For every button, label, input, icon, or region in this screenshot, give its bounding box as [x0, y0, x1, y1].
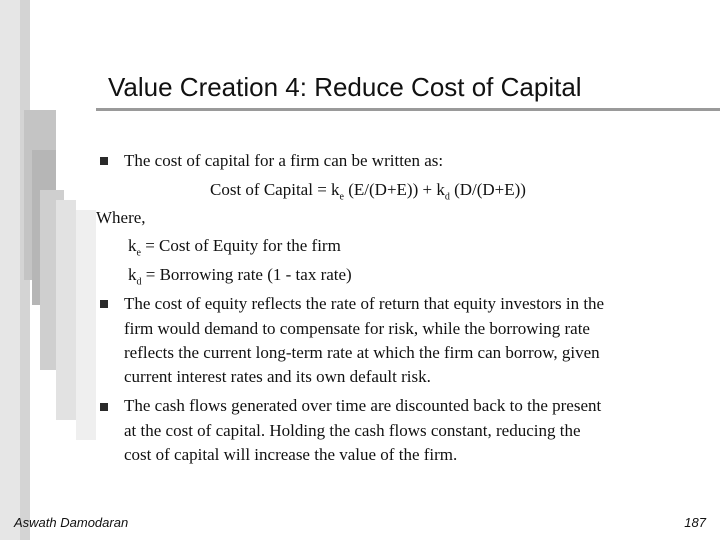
bullet-2-line-2: firm would demand to compensate for risk, while the borrowing rate — [124, 319, 590, 338]
formula-sub-d: d — [444, 191, 450, 203]
definition-ke — [128, 234, 341, 258]
ke-subscript: e — [136, 247, 141, 259]
bullet-1-text: The cost of capital for a firm can be written as: — [124, 151, 444, 170]
formula-prefix: Cost of Capital = k — [210, 180, 340, 199]
formula-mid: (E/(D+E)) + k — [343, 180, 445, 199]
bullet-marker-3 — [100, 403, 108, 411]
bullet-2-line-4: current interest rates and its own default risk. — [124, 367, 431, 386]
decor-bar-6 — [76, 210, 96, 440]
bullet-marker-2 — [100, 300, 108, 308]
ke-symbol: k — [128, 236, 137, 255]
bullet-3-line-2: at the cost of capital. Holding the cash flows constant, reducing the — [124, 421, 581, 440]
decor-bar-outer — [0, 0, 22, 540]
bullet-3-line-1: The cash flows generated over time are discounted back to the present — [124, 396, 602, 415]
kd-definition-text: = Borrowing rate (1 - tax rate) — [141, 265, 352, 284]
definition-kd — [128, 263, 352, 287]
bullet-2-line-3: reflects the current long-term rate at which the firm can borrow, given — [124, 343, 600, 362]
kd-subscript: d — [136, 276, 142, 288]
ke-definition-text: = Cost of Equity for the firm — [140, 236, 341, 255]
kd-symbol: k — [128, 265, 137, 284]
title-rule — [96, 108, 720, 111]
formula-sub-e: e — [339, 191, 344, 203]
bullet-2-line-1: The cost of equity reflects the rate of return that equity investors in the — [124, 294, 605, 313]
bullet-marker-1 — [100, 157, 108, 165]
page-number: 187 — [684, 515, 706, 530]
formula-line — [210, 178, 526, 202]
bullet-3-line-3: cost of capital will increase the value of the firm. — [124, 445, 458, 464]
slide-title: Value Creation 4: Reduce Cost of Capital — [108, 72, 582, 102]
where-label: Where, — [96, 208, 146, 227]
formula-suffix: (D/(D+E)) — [449, 180, 526, 199]
author-footer: Aswath Damodaran — [14, 515, 129, 530]
decor-bar-5 — [56, 200, 76, 420]
